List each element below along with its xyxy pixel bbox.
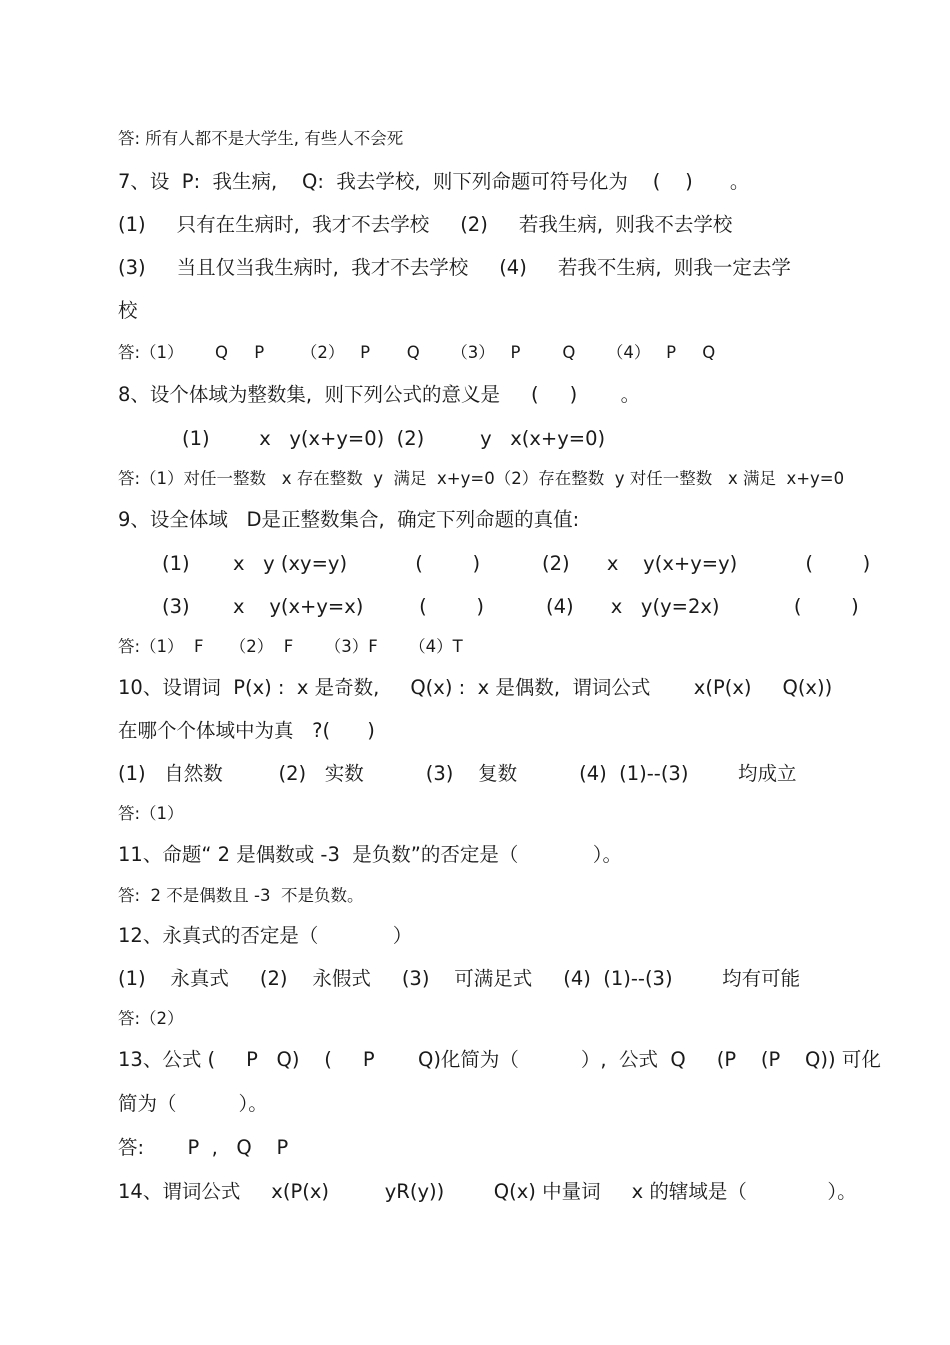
question-7-options-3-4: (3) 当且仅当我生病时, 我才不去学校 (4) 若我不生病, 则我一定去学 (118, 256, 791, 279)
question-7-options-1-2: (1) 只有在生病时, 我才不去学校 (2) 若我生病, 则我不去学校 (118, 213, 733, 236)
question-12-options: (1) 永真式 (2) 永假式 (3) 可满足式 (4) (1)--(3) 均有可能 (118, 967, 801, 990)
answer-12: 答:（2） (118, 1009, 184, 1028)
answer-11: 答: 2 不是偶数且 -3 不是负数。 (118, 886, 364, 905)
question-13-continued: 简为（ ）。 (118, 1092, 268, 1115)
answer-8: 答:（1）对任一整数 x 存在整数 y 满足 x+y=0（2）存在整数 y 对任一整数 x 满足 x+y=0 (118, 469, 845, 488)
question-9-items-3-4: (3) x y(x+y=x) ( ) (4) x y(y=2x) ( ) (162, 595, 859, 618)
answer-10: 答:（1） (118, 804, 184, 823)
question-14: 14、谓词公式 x(P(x) yR(y)) Q(x) 中量词 x 的辖域是（ ）。 (118, 1180, 857, 1203)
question-8-formulas: (1) x y(x+y=0) (2) y x(x+y=0) (182, 427, 606, 450)
question-12: 12、永真式的否定是（ ） (118, 924, 413, 947)
question-9-items-1-2: (1) x y (xy=y) ( ) (2) x y(x+y=y) ( ) (162, 552, 871, 575)
question-8: 8、设个体域为整数集, 则下列公式的意义是 ( ) 。 (118, 383, 641, 406)
question-11: 11、命题“ 2 是偶数或 -3 是负数”的否定是（ ）。 (118, 843, 622, 866)
question-7-options-continued: 校 (118, 299, 138, 322)
question-13: 13、公式 ( P Q) ( P Q)化简为（ ）, 公式 Q (P (P Q)) 可化 (118, 1048, 881, 1071)
question-10-options: (1) 自然数 (2) 实数 (3) 复数 (4) (1)--(3) 均成立 (118, 762, 797, 785)
question-10-continued: 在哪个个体域中为真 ?( ) (118, 719, 375, 742)
question-9: 9、设全体域 D是正整数集合, 确定下列命题的真值: (118, 508, 580, 531)
question-10: 10、设谓词 P(x) : x 是奇数, Q(x) : x 是偶数, 谓词公式 x(P(x) Q(x)) (118, 676, 833, 699)
answer-6: 答: 所有人都不是大学生, 有些人不会死 (118, 129, 404, 148)
answer-13: 答: P , Q P (118, 1136, 289, 1159)
question-7: 7、设 P: 我生病, Q: 我去学校, 则下列命题可符号化为 ( ) 。 (118, 170, 750, 193)
answer-9: 答:（1） F （2） F （3）F （4）T (118, 637, 463, 656)
answer-7: 答:（1） Q P （2） P Q （3） P Q （4） P Q (118, 343, 716, 362)
